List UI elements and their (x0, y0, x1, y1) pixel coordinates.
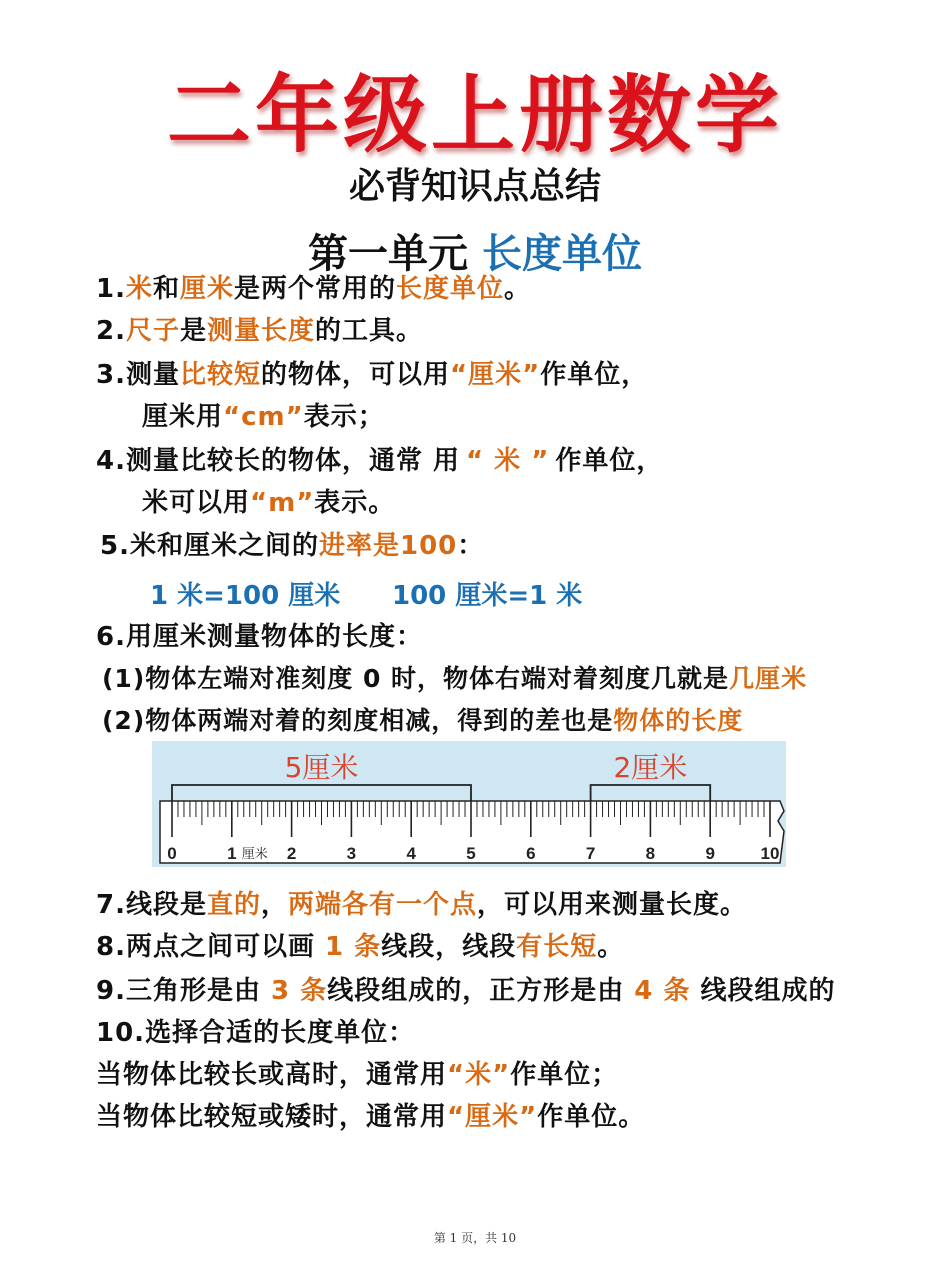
highlight: 长度单位 (396, 274, 505, 304)
unit-heading (0, 222, 950, 279)
page-footer: 第 1 页，共 10 (433, 1231, 517, 1245)
highlight: “厘米” (447, 1102, 538, 1132)
highlight: 直的 (206, 890, 261, 920)
list-item-9 (96, 974, 835, 1008)
list-item-8 (96, 930, 624, 964)
text: 线段组成的 (690, 976, 836, 1006)
text: 线段是 (125, 890, 207, 920)
page-title: 二年级上册数学 (166, 65, 783, 164)
text: 作单位， (555, 446, 664, 476)
text: 表示； (303, 402, 385, 432)
conversion-equation-2: 100 厘米=1 米 (392, 581, 583, 611)
highlight: 1 条 (325, 932, 382, 962)
highlight: 测量长度 (207, 316, 316, 346)
highlight: 100 (400, 531, 458, 561)
text: 米可以用 (142, 488, 251, 518)
unit-number: 第一单元 (308, 230, 468, 277)
ruler-number: 4 (406, 844, 416, 863)
ruler-number: 6 (526, 844, 536, 863)
list-item-3-continued (142, 400, 385, 434)
text: 两点之间可以画 (125, 932, 326, 962)
highlight: 两端各有一个点 (288, 890, 478, 920)
text: ，可以用来测量长度。 (477, 890, 748, 920)
ruler-number: 1 (227, 844, 237, 863)
highlight: 米 (125, 274, 153, 304)
text: 是两个常用的 (234, 274, 397, 304)
list-item-10-line-2 (96, 1100, 645, 1134)
list-item-10-line-1 (96, 1058, 618, 1092)
highlight: 进率是 (318, 531, 400, 561)
highlight: 比较短 (179, 360, 261, 390)
text: 测量 (125, 360, 180, 390)
list-item-2 (96, 314, 423, 348)
highlight: “米” (447, 1060, 511, 1090)
page-subtitle: 必背知识点总结 (348, 165, 601, 207)
text: 表示。 (314, 488, 396, 518)
list-item-7 (96, 888, 747, 922)
text: 当物体比较短或矮时，通常用 (96, 1102, 448, 1132)
ruler-number: 7 (585, 844, 596, 863)
item-number: 7. (96, 890, 126, 920)
list-item-6 (96, 620, 423, 654)
ruler-number: 8 (645, 844, 656, 863)
text: 三角形是由 (125, 976, 272, 1006)
text: 的物体，可以用 (261, 360, 451, 390)
highlight: “m” (250, 488, 315, 518)
text: ， (261, 890, 289, 920)
text: ： (457, 531, 485, 561)
list-item-4-continued (142, 486, 395, 520)
list-item-10 (96, 1016, 415, 1050)
list-item-6-sub-2 (102, 704, 743, 738)
highlight: 有长短 (516, 932, 598, 962)
highlight: 几厘米 (729, 664, 808, 693)
ruler-number: 3 (346, 844, 357, 863)
highlight: “cm” (223, 402, 304, 432)
unit-name: 长度单位 (482, 230, 642, 277)
text: 是 (179, 316, 207, 346)
item-number: 10. (96, 1018, 146, 1048)
bracket-label-2cm: 2厘米 (613, 751, 688, 784)
text: 选择合适的长度单位： (145, 1018, 416, 1048)
ruler-figure (152, 741, 786, 867)
text: 。 (504, 274, 532, 304)
list-item-1 (96, 272, 531, 306)
list-item-3 (96, 358, 648, 392)
text: 线段组成的，正方形是由 (327, 976, 635, 1006)
ruler-number: 5 (466, 844, 476, 863)
text: 米和厘米之间的 (129, 531, 319, 561)
text: 用厘米测量物体的长度： (125, 622, 423, 652)
text: 作单位； (510, 1060, 619, 1090)
text: 和 (152, 274, 180, 304)
text: 线段，线段 (381, 932, 517, 962)
ruler-number: 0 (167, 844, 177, 863)
ruler-unit-label: 厘米 (241, 847, 268, 862)
item-number: 2. (96, 316, 126, 346)
text: 作单位， (540, 360, 649, 390)
text: (2)物体两端对着的刻度相减，得到的差也是 (102, 706, 614, 735)
text: 作单位。 (537, 1102, 646, 1132)
item-number: 5. (100, 531, 130, 561)
ruler-number: 10 (760, 844, 780, 863)
item-number: 4. (96, 446, 126, 476)
ruler-number: 2 (286, 844, 297, 863)
highlight: 尺子 (125, 316, 180, 346)
highlight: 4 条 (634, 976, 691, 1006)
conversion-equation-1: 1 米=100 厘米 (150, 581, 341, 611)
text: 的工具。 (315, 316, 424, 346)
ruler-illustration (152, 741, 786, 867)
highlight: 厘米 (180, 274, 235, 304)
highlight: “厘米” (450, 360, 541, 390)
text: 测量比较长的物体，通常 用 (125, 446, 461, 476)
ruler-number: 9 (705, 844, 715, 863)
item-number: 6. (96, 622, 126, 652)
item-number: 8. (96, 932, 126, 962)
text: 当物体比较长或高时，通常用 (96, 1060, 448, 1090)
bracket-label-5cm: 5厘米 (284, 751, 359, 784)
highlight: 3 条 (271, 976, 328, 1006)
text: 。 (597, 932, 625, 962)
text: (1)物体左端对准刻度 0 时，物体右端对着刻度几就是 (102, 664, 730, 693)
item-number: 9. (96, 976, 126, 1006)
list-item-5 (100, 529, 484, 563)
list-item-4 (96, 444, 663, 478)
list-item-6-sub-1 (102, 662, 807, 696)
item-number: 1. (96, 274, 126, 304)
text: 厘米用 (142, 402, 224, 432)
item-number: 3. (96, 360, 126, 390)
highlight: 物体的长度 (613, 706, 744, 735)
highlight: “ 米 ” (466, 446, 550, 476)
